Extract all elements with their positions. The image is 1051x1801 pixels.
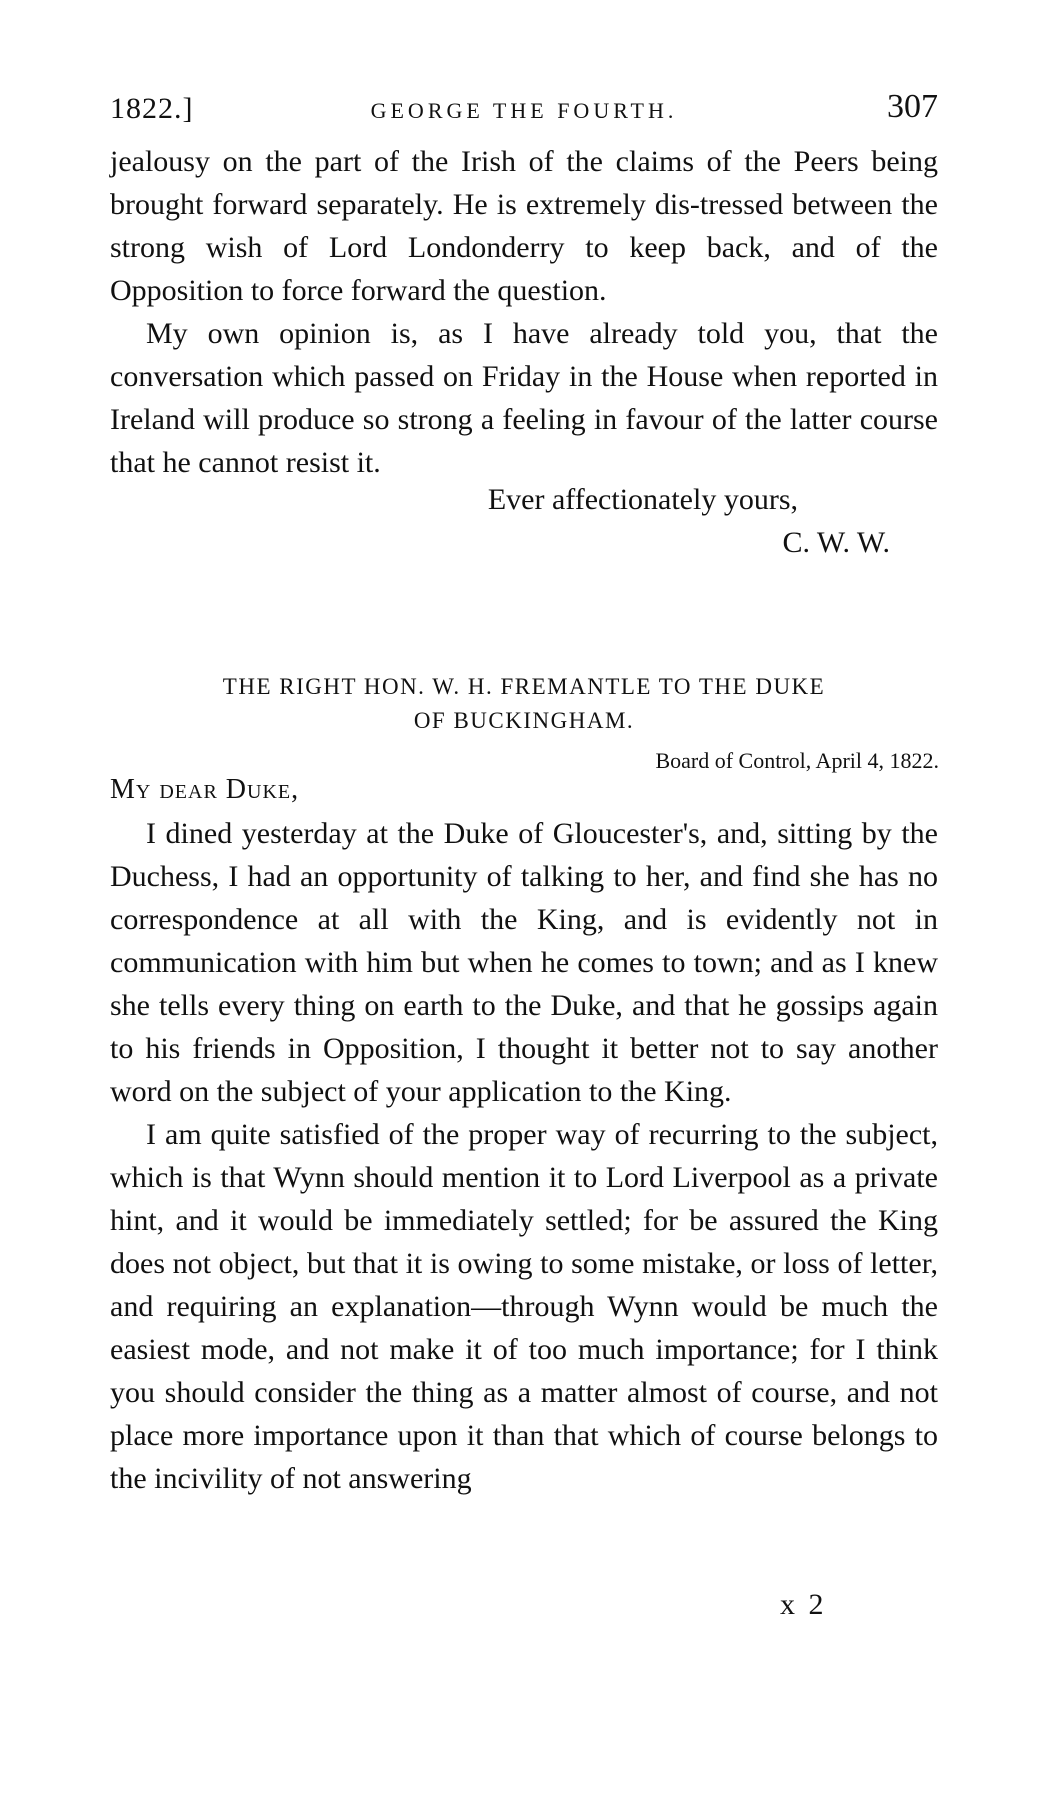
letter1-paragraph-1: jealousy on the part of the Irish of the claims of the Peers being brought forward separately. He is extremely dis-tressed between the strong wish of Lord Londonderry to keep back, and of the Opposition to force forward the question.	[110, 145, 938, 307]
letter2-heading-line-2: OF BUCKINGHAM.	[413, 708, 635, 733]
letter1-closing-block	[110, 478, 938, 568]
letter2-body	[110, 812, 938, 1500]
running-header	[110, 86, 938, 136]
page-number: 307	[887, 88, 938, 125]
letter2-paragraph-2: I am quite satisfied of the proper way of recurring to the subject, which is that Wynn should mention it to Lord Liverpool as a private hint, and it would be immediately settled; for be assured the King does not object, but that it is owing to some mistake, or loss of letter, and requiring an explanation—through Wynn would be much the easiest mode, and not make it of too much importance; for I think you should consider the thing as a matter almost of course, and not place more importance upon it than that which of course belongs to the incivility of not answering	[110, 1118, 938, 1495]
header-year: 1822.]	[110, 92, 194, 125]
letter2-salutation: My dear Duke,	[110, 774, 300, 805]
letter1-body	[110, 140, 938, 484]
letter1-closing: Ever affectionately yours,	[487, 483, 798, 516]
printer-signature-mark: x 2	[780, 1588, 827, 1621]
header-title: GEORGE THE FOURTH.	[370, 98, 678, 123]
letter2-heading-line-1: THE RIGHT HON. W. H. FREMANTLE TO THE DUKE	[222, 674, 826, 699]
letter2-paragraph-1: I dined yesterday at the Duke of Gloucester's, and, sitting by the Duchess, I had an opportunity of talking to her, and find she has no correspondence at all with the King, and is evidently not in communication with him but when he comes to town; and as I knew she tells every thing on earth to the Duke, and that he gossips again to his friends in Opposition, I thought it better not to say another word on the subject of your application to the King.	[110, 817, 938, 1108]
letter1-paragraph-2: My own opinion is, as I have already told you, that the conversation which passed on Friday in the House when reported in Ireland will produce so strong a feeling in favour of the latter course that he cannot resist it.	[110, 317, 938, 479]
letter2-dateline: Board of Control, April 4, 1822.	[655, 748, 939, 773]
letter1-signature: C. W. W.	[782, 526, 890, 559]
